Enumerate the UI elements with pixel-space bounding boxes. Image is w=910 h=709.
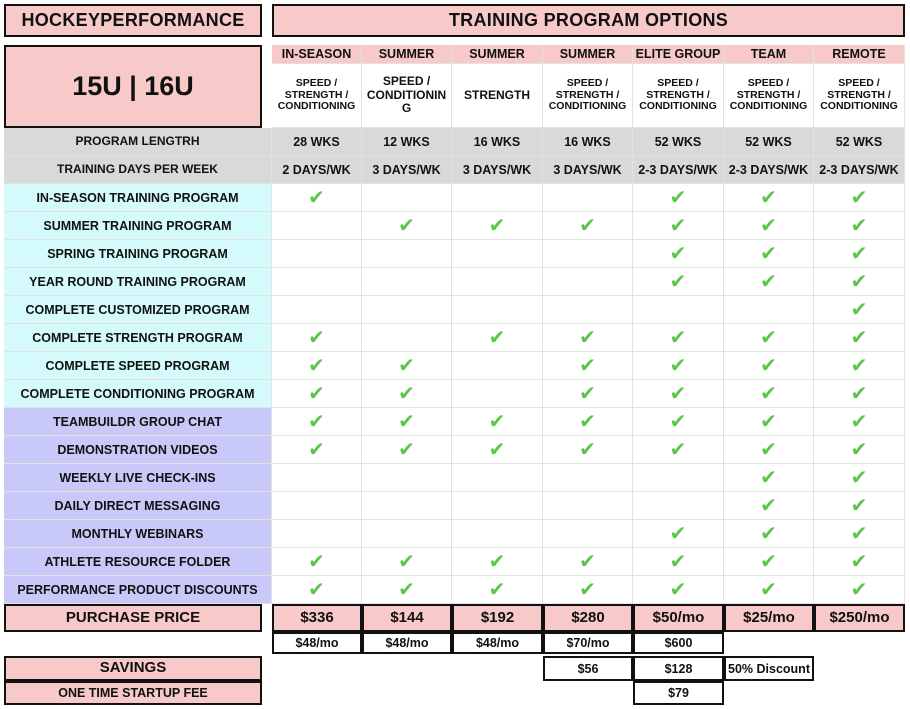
check-icon: ✔ — [488, 213, 506, 238]
check-icon: ✔ — [398, 409, 415, 434]
feature-cell — [272, 492, 362, 520]
check-icon: ✔ — [850, 297, 868, 322]
feature-cell — [362, 380, 452, 408]
feature-cell — [543, 212, 633, 240]
check-icon: ✔ — [669, 549, 687, 574]
feature-cell — [452, 324, 543, 352]
feature-cell — [272, 184, 362, 212]
check-icon: ✔ — [669, 381, 687, 406]
program-length-value: 52 WKS — [633, 128, 724, 156]
check-icon: ✔ — [669, 437, 687, 462]
feature-cell — [724, 268, 814, 296]
savings-label: SAVINGS — [4, 656, 262, 681]
check-icon: ✔ — [398, 213, 415, 238]
feature-cell — [272, 576, 362, 604]
program-season-header: TEAM — [724, 45, 814, 64]
feature-label: TEAMBUILDR GROUP CHAT — [4, 408, 272, 436]
feature-cell — [272, 324, 362, 352]
savings-value: $56 — [543, 656, 633, 681]
feature-cell — [543, 576, 633, 604]
check-icon: ✔ — [308, 549, 325, 574]
feature-label: COMPLETE STRENGTH PROGRAM — [4, 324, 272, 352]
purchase-price-value: $144 — [362, 604, 452, 632]
feature-label: WEEKLY LIVE CHECK-INS — [4, 464, 272, 492]
feature-cell — [452, 212, 543, 240]
check-icon: ✔ — [669, 213, 687, 238]
feature-cell — [362, 296, 452, 324]
check-icon: ✔ — [579, 381, 596, 406]
check-icon: ✔ — [850, 549, 868, 574]
program-focus: SPEED / STRENGTH / CONDITIONING — [633, 64, 724, 128]
check-icon: ✔ — [850, 465, 868, 490]
check-icon: ✔ — [488, 437, 506, 462]
feature-cell — [814, 576, 905, 604]
program-season-header: SUMMER — [452, 45, 543, 64]
feature-cell — [543, 240, 633, 268]
feature-cell — [452, 296, 543, 324]
feature-cell — [452, 492, 543, 520]
check-icon: ✔ — [579, 409, 596, 434]
check-icon: ✔ — [850, 521, 868, 546]
check-icon: ✔ — [579, 325, 596, 350]
check-icon: ✔ — [669, 409, 687, 434]
feature-cell — [814, 520, 905, 548]
feature-cell — [362, 184, 452, 212]
feature-cell — [814, 324, 905, 352]
feature-cell — [362, 352, 452, 380]
feature-cell — [814, 352, 905, 380]
program-season-header: REMOTE — [814, 45, 905, 64]
program-focus: SPEED / STRENGTH / CONDITIONING — [724, 64, 814, 128]
monthly-price-value: $70/mo — [543, 632, 633, 654]
check-icon: ✔ — [488, 325, 506, 350]
check-icon: ✔ — [308, 409, 325, 434]
feature-cell — [633, 464, 724, 492]
program-focus: SPEED / CONDITIONIN G — [362, 64, 452, 128]
check-icon: ✔ — [669, 269, 687, 294]
feature-cell — [724, 380, 814, 408]
feature-cell — [724, 408, 814, 436]
feature-cell — [272, 352, 362, 380]
days-per-week-label: TRAINING DAYS PER WEEK — [4, 156, 272, 184]
check-icon: ✔ — [398, 381, 415, 406]
program-season-header: SUMMER — [543, 45, 633, 64]
feature-cell — [452, 352, 543, 380]
purchase-price-label: PURCHASE PRICE — [4, 604, 262, 632]
check-icon: ✔ — [760, 493, 777, 518]
feature-cell — [814, 436, 905, 464]
feature-cell — [362, 492, 452, 520]
feature-cell — [272, 212, 362, 240]
check-icon: ✔ — [669, 185, 687, 210]
feature-cell — [724, 296, 814, 324]
program-season-header: ELITE GROUP — [633, 45, 724, 64]
feature-cell — [633, 408, 724, 436]
check-icon: ✔ — [308, 381, 325, 406]
check-icon: ✔ — [850, 213, 868, 238]
feature-label: SUMMER TRAINING PROGRAM — [4, 212, 272, 240]
feature-cell — [724, 324, 814, 352]
check-icon: ✔ — [760, 185, 777, 210]
feature-cell — [362, 464, 452, 492]
check-icon: ✔ — [579, 549, 596, 574]
feature-cell — [272, 548, 362, 576]
savings-value: $128 — [633, 656, 724, 681]
check-icon: ✔ — [488, 577, 506, 602]
program-days-value: 2-3 DAYS/WK — [633, 156, 724, 184]
program-days-value: 2-3 DAYS/WK — [724, 156, 814, 184]
feature-label: YEAR ROUND TRAINING PROGRAM — [4, 268, 272, 296]
feature-cell — [362, 268, 452, 296]
feature-cell — [724, 352, 814, 380]
feature-label: DAILY DIRECT MESSAGING — [4, 492, 272, 520]
feature-cell — [814, 408, 905, 436]
program-days-value: 2 DAYS/WK — [272, 156, 362, 184]
feature-cell — [452, 576, 543, 604]
brand-title: HOCKEYPERFORMANCE — [4, 4, 262, 37]
check-icon: ✔ — [850, 409, 868, 434]
feature-cell — [724, 492, 814, 520]
feature-cell — [362, 576, 452, 604]
feature-cell — [633, 576, 724, 604]
monthly-price-value: $48/mo — [452, 632, 543, 654]
feature-cell — [814, 296, 905, 324]
check-icon: ✔ — [760, 269, 777, 294]
feature-cell — [272, 296, 362, 324]
feature-cell — [633, 296, 724, 324]
purchase-price-value: $336 — [272, 604, 362, 632]
feature-cell — [633, 380, 724, 408]
program-focus: SPEED / STRENGTH / CONDITIONING — [814, 64, 905, 128]
feature-label: ATHLETE RESOURCE FOLDER — [4, 548, 272, 576]
monthly-price-value: $48/mo — [272, 632, 362, 654]
feature-cell — [272, 240, 362, 268]
feature-cell — [633, 436, 724, 464]
check-icon: ✔ — [850, 493, 868, 518]
check-icon: ✔ — [579, 437, 596, 462]
feature-cell — [814, 464, 905, 492]
program-length-value: 12 WKS — [362, 128, 452, 156]
feature-cell — [272, 464, 362, 492]
feature-label: IN-SEASON TRAINING PROGRAM — [4, 184, 272, 212]
program-focus: SPEED / STRENGTH / CONDITIONING — [543, 64, 633, 128]
feature-cell — [633, 184, 724, 212]
feature-cell — [452, 240, 543, 268]
purchase-price-value: $25/mo — [724, 604, 814, 632]
feature-cell — [272, 408, 362, 436]
feature-cell — [724, 436, 814, 464]
feature-cell — [814, 184, 905, 212]
feature-cell — [814, 268, 905, 296]
monthly-price-value: $48/mo — [362, 632, 452, 654]
check-icon: ✔ — [488, 549, 506, 574]
feature-cell — [272, 520, 362, 548]
feature-cell — [814, 548, 905, 576]
feature-cell — [543, 492, 633, 520]
check-icon: ✔ — [760, 409, 777, 434]
check-icon: ✔ — [398, 549, 415, 574]
program-focus: SPEED / STRENGTH / CONDITIONING — [272, 64, 362, 128]
feature-cell — [543, 520, 633, 548]
feature-cell — [633, 352, 724, 380]
check-icon: ✔ — [669, 241, 687, 266]
feature-cell — [724, 520, 814, 548]
check-icon: ✔ — [579, 577, 596, 602]
age-group-label: 15U | 16U — [4, 45, 262, 128]
check-icon: ✔ — [760, 437, 777, 462]
feature-label: DEMONSTRATION VIDEOS — [4, 436, 272, 464]
startup-fee-label: ONE TIME STARTUP FEE — [4, 681, 262, 705]
feature-cell — [543, 268, 633, 296]
feature-cell — [543, 408, 633, 436]
feature-cell — [724, 464, 814, 492]
feature-cell — [452, 184, 543, 212]
check-icon: ✔ — [308, 353, 325, 378]
program-focus: STRENGTH — [452, 64, 543, 128]
feature-cell — [633, 212, 724, 240]
feature-cell — [814, 240, 905, 268]
page-title: TRAINING PROGRAM OPTIONS — [272, 4, 905, 37]
check-icon: ✔ — [760, 549, 777, 574]
check-icon: ✔ — [850, 353, 868, 378]
check-icon: ✔ — [850, 241, 868, 266]
check-icon: ✔ — [669, 325, 687, 350]
check-icon: ✔ — [308, 437, 325, 462]
program-days-value: 3 DAYS/WK — [452, 156, 543, 184]
feature-cell — [814, 212, 905, 240]
feature-cell — [814, 380, 905, 408]
feature-cell — [452, 464, 543, 492]
check-icon: ✔ — [760, 353, 777, 378]
feature-cell — [362, 436, 452, 464]
feature-cell — [362, 240, 452, 268]
feature-cell — [272, 268, 362, 296]
program-season-header: SUMMER — [362, 45, 452, 64]
feature-cell — [543, 548, 633, 576]
startup-fee-value: $79 — [633, 681, 724, 705]
feature-cell — [543, 436, 633, 464]
feature-cell — [452, 268, 543, 296]
check-icon: ✔ — [760, 465, 777, 490]
purchase-price-value: $280 — [543, 604, 633, 632]
feature-cell — [543, 324, 633, 352]
feature-cell — [543, 352, 633, 380]
check-icon: ✔ — [850, 185, 868, 210]
feature-cell — [452, 520, 543, 548]
check-icon: ✔ — [308, 185, 325, 210]
purchase-price-value: $192 — [452, 604, 543, 632]
check-icon: ✔ — [850, 577, 868, 602]
feature-cell — [452, 380, 543, 408]
feature-cell — [724, 184, 814, 212]
check-icon: ✔ — [669, 353, 687, 378]
check-icon: ✔ — [398, 353, 415, 378]
check-icon: ✔ — [398, 437, 415, 462]
program-days-value: 3 DAYS/WK — [543, 156, 633, 184]
feature-cell — [814, 492, 905, 520]
check-icon: ✔ — [760, 521, 777, 546]
program-length-label: PROGRAM LENGTRH — [4, 128, 272, 156]
feature-cell — [362, 324, 452, 352]
check-icon: ✔ — [579, 353, 596, 378]
feature-label: PERFORMANCE PRODUCT DISCOUNTS — [4, 576, 272, 604]
check-icon: ✔ — [669, 577, 687, 602]
savings-value: 50% Discount — [724, 656, 814, 681]
feature-cell — [362, 212, 452, 240]
feature-cell — [362, 520, 452, 548]
program-days-value: 2-3 DAYS/WK — [814, 156, 905, 184]
feature-cell — [362, 408, 452, 436]
feature-label: COMPLETE SPEED PROGRAM — [4, 352, 272, 380]
feature-cell — [724, 576, 814, 604]
program-days-value: 3 DAYS/WK — [362, 156, 452, 184]
feature-cell — [272, 380, 362, 408]
feature-cell — [362, 548, 452, 576]
feature-label: SPRING TRAINING PROGRAM — [4, 240, 272, 268]
feature-cell — [633, 240, 724, 268]
check-icon: ✔ — [398, 577, 415, 602]
feature-cell — [452, 408, 543, 436]
program-length-value: 16 WKS — [452, 128, 543, 156]
feature-label: COMPLETE CUSTOMIZED PROGRAM — [4, 296, 272, 324]
check-icon: ✔ — [760, 241, 777, 266]
feature-cell — [543, 296, 633, 324]
feature-cell — [633, 268, 724, 296]
check-icon: ✔ — [850, 325, 868, 350]
feature-label: MONTHLY WEBINARS — [4, 520, 272, 548]
program-length-value: 16 WKS — [543, 128, 633, 156]
check-icon: ✔ — [760, 325, 777, 350]
check-icon: ✔ — [308, 325, 325, 350]
check-icon: ✔ — [760, 577, 777, 602]
feature-cell — [633, 520, 724, 548]
program-length-value: 28 WKS — [272, 128, 362, 156]
feature-cell — [543, 380, 633, 408]
check-icon: ✔ — [760, 213, 777, 238]
check-icon: ✔ — [308, 577, 325, 602]
feature-cell — [543, 184, 633, 212]
monthly-price-value: $600 — [633, 632, 724, 654]
check-icon: ✔ — [669, 521, 687, 546]
feature-cell — [633, 492, 724, 520]
feature-label: COMPLETE CONDITIONING PROGRAM — [4, 380, 272, 408]
program-length-value: 52 WKS — [724, 128, 814, 156]
feature-cell — [633, 548, 724, 576]
feature-cell — [633, 324, 724, 352]
purchase-price-value: $250/mo — [814, 604, 905, 632]
feature-cell — [272, 436, 362, 464]
feature-cell — [452, 436, 543, 464]
check-icon: ✔ — [760, 381, 777, 406]
feature-cell — [724, 212, 814, 240]
check-icon: ✔ — [850, 437, 868, 462]
check-icon: ✔ — [579, 213, 596, 238]
check-icon: ✔ — [488, 409, 506, 434]
program-season-header: IN-SEASON — [272, 45, 362, 64]
feature-cell — [724, 240, 814, 268]
feature-cell — [724, 548, 814, 576]
program-length-value: 52 WKS — [814, 128, 905, 156]
purchase-price-value: $50/mo — [633, 604, 724, 632]
feature-cell — [543, 464, 633, 492]
check-icon: ✔ — [850, 381, 868, 406]
check-icon: ✔ — [850, 269, 868, 294]
feature-cell — [452, 548, 543, 576]
